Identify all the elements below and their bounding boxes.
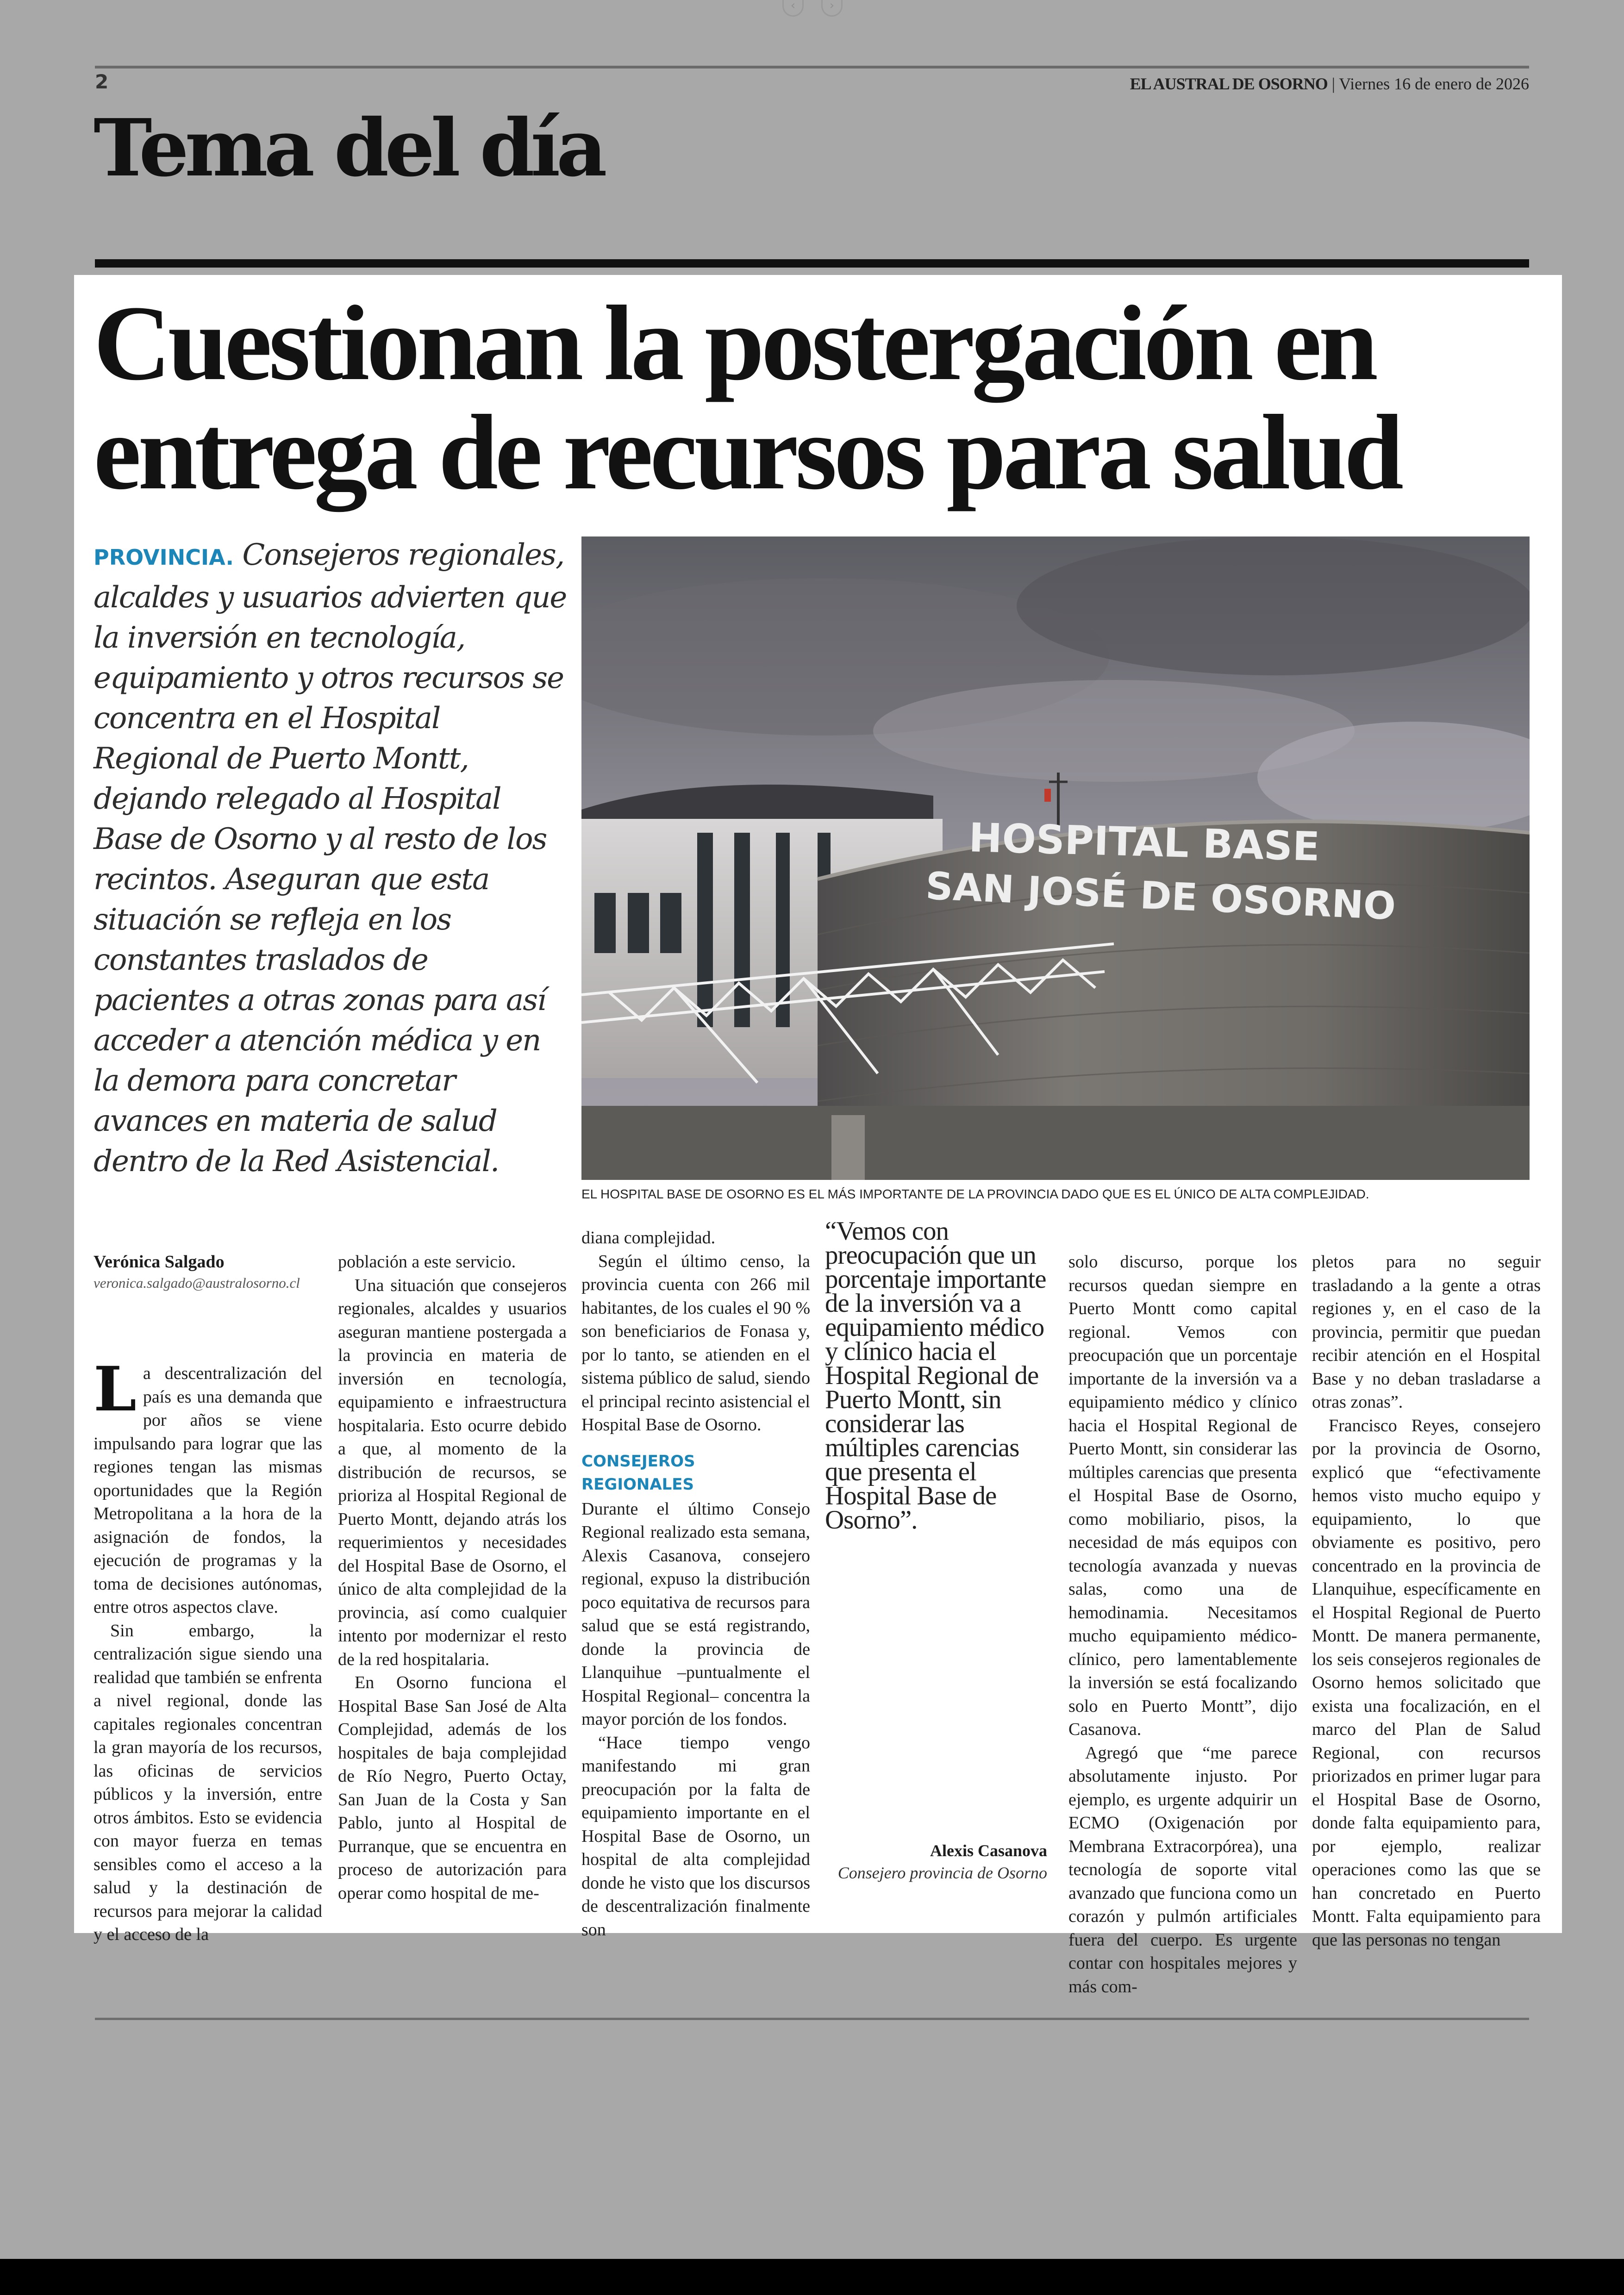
- paragraph: Según el último censo, la provincia cuenta con 266 mil habitantes, de los cuales el 90 % son beneficiarios de Fonasa y, por lo tanto, se atienden en el sistema público de salud, siendo el principal recinto asistencial el Hospital Base de Osorno.: [581, 1251, 810, 1434]
- section-rule: [95, 259, 1529, 268]
- headline-line: Cuestionan la postergación en: [94, 284, 1375, 403]
- paragraph-text: a descentralización del país es una demanda que por años se viene impulsando para lograr que las regiones tengan las mismas oportunidades que la Región Metropolitana a la hora de la asignación de fondos, la ejecución de programas y la toma de decisiones autónomas, entre otros aspectos clave.: [94, 1364, 322, 1617]
- article-column-2: [338, 1250, 567, 1905]
- pull-quote-author: Alexis Casanova: [930, 1841, 1047, 1860]
- hospital-photo-image: [581, 536, 1530, 1180]
- photo-sign-line2: SAN JOSÉ DE OSORNO: [924, 864, 1397, 929]
- article: [74, 275, 1562, 1996]
- article-column-5: [1068, 1250, 1297, 1998]
- subheading: CONSEJEROS REGIONALES: [581, 1452, 695, 1494]
- page-navigation: [782, 0, 843, 17]
- paragraph: Agregó que “me parece absolutamente injusto. Por ejemplo, es urgente adquirir un ECMO (Oxigenación por Membrana Extracorpórea), una tecnología de soporte vital avanzado que funciona como un corazón y pulmón artificiales fuera del cuerpo. Es urgente contar con hospitales mejores y más com-: [1068, 1743, 1297, 1996]
- section-title: Tema del día: [94, 102, 603, 194]
- photo-sign-line1: HOSPITAL BASE: [968, 815, 1321, 870]
- author-email[interactable]: veronica.salgado@australosorno.cl: [94, 1275, 300, 1291]
- paragraph: solo discurso, porque los recursos quedan siempre en Puerto Montt como capital regional. Vemos con preocupación que un porcentaje importante de la inversión va a equipamiento médico y clínico hacia el Hospital Regional de Puerto Montt, sin considerar las múltiples carencias que presenta el Hospital Base de Osorno, como mobiliario, pisos, la necesidad de más equipos con tecnología avanzada y nuevas salas, como una de hemodinamia. Necesitamos mucho equipamiento médico-clínico, pero lamentablemente la inversión se está focalizando solo en Puerto Montt”, dijo Casanova.: [1068, 1252, 1297, 1739]
- paragraph: Durante el último Consejo Regional realizado esta semana, Alexis Casanova, consejero regional, expuso la distribución poco equitativa de recursos para salud que se está registrando, donde la provincia de Llanquihue –puntualmente el Hospital Regional– concentra la mayor porción de los fondos.: [581, 1499, 810, 1729]
- masthead-separator: |: [1331, 75, 1335, 93]
- paragraph: Sin embargo, la centralización sigue siendo una realidad que también se enfrenta a nivel regional, donde las capitales regionales concentran la gran mayoría de los recursos, las oficinas de servicios públicos y la inversión, entre otros ámbitos. Esto se evidencia con mayor fuerza en temas sensibles como el acceso a la salud y la destinación de recursos para mejorar la calidad y el acceso de la: [94, 1621, 322, 1944]
- byline: [94, 1252, 322, 1291]
- pull-quote: “Vemos con preocupación que un porcentaje importante de la inversión va a equipamiento médico y clínico hacia el Hospital Regional de Puerto Montt, sin considerar las múltiples carencias que presenta el Hospital Base de Osorno”.: [825, 1216, 1046, 1534]
- next-page-icon[interactable]: ›: [821, 0, 843, 17]
- hospital-photo: [581, 536, 1530, 1180]
- bottom-bar: [0, 2259, 1624, 2295]
- top-rule: [95, 66, 1529, 69]
- page-number: 2: [95, 70, 109, 93]
- paragraph: pletos para no seguir trasladando a la gente a otras regiones y, en el caso de la provincia, permitir que puedan recibir atención en el Hospital Base y no deban trasladarse a otras zonas”.: [1312, 1252, 1541, 1412]
- photo-caption: EL HOSPITAL BASE DE OSORNO ES EL MÁS IMPORTANTE DE LA PROVINCIA DADO QUE ES EL ÚNICO DE ALTA COMPLEJIDAD.: [581, 1187, 1369, 1201]
- headline-line: entrega de recursos para salud: [94, 393, 1401, 512]
- article-column-1: [94, 1353, 322, 1946]
- masthead: [1130, 74, 1529, 94]
- paragraph: población a este servicio.: [338, 1252, 516, 1272]
- paragraph: [94, 1353, 322, 1619]
- lead-text: Consejeros regionales, alcaldes y usuarios advierten que la inversión en tecnología, equipamiento y otros recursos se concentra en el Hospital Regional de Puerto Montt, dejando relegado al Hospital Base de Osorno y al resto de los recintos. Aseguran que esta situación se refleja en los constantes traslados de pacientes a otras zonas para así acceder a atención médica y en la demora para concretar avances en materia de salud dentro de la Red Asistencial.: [94, 538, 567, 1179]
- bottom-rule: [95, 2018, 1529, 2020]
- pull-quote-attribution: [825, 1840, 1047, 1884]
- masthead-date: Viernes 16 de enero de 2026: [1339, 75, 1529, 93]
- author-name: Verónica Salgado: [94, 1252, 225, 1272]
- masthead-paper-name: EL AUSTRAL DE OSORNO: [1130, 75, 1328, 93]
- paragraph: En Osorno funciona el Hospital Base San José de Alta Complejidad, además de los hospitales de baja complejidad de Río Negro, Puerto Octay, San Juan de la Costa y San Pablo, junto al Hospital de Purranque, que se encuentra en proceso de autorización para operar como hospital de me-: [338, 1673, 567, 1903]
- paragraph: Francisco Reyes, consejero por la provincia de Osorno, explicó que “efectivamente hemos visto mucho equipo y equipamiento, lo que obviamente es positivo, pero concentrado en la provincia de Llanquihue, específicamente en el Hospital Regional de Puerto Montt. De manera permanente, los seis consejeros regionales de Osorno hemos solicitado que exista una focalización, en el marco del Plan de Salud Regional, con recursos priorizados en primer lugar para el Hospital Base de Osorno, donde falta equipamiento para, por ejemplo, realizar operaciones como las que se han concretado en Puerto Montt. Falta equipamiento para que las personas no tengan: [1312, 1416, 1541, 1950]
- previous-page-icon[interactable]: ‹: [782, 0, 804, 17]
- article-column-6: [1312, 1250, 1541, 1952]
- pull-quote-role: Consejero provincia de Osorno: [837, 1864, 1047, 1882]
- paragraph: “Hace tiempo vengo manifestando mi gran preocupación por la falta de equipamiento importante en el Hospital Base de Osorno, un hospital de alta complejidad donde he visto que los discursos de descentralización finalmente son: [581, 1733, 810, 1940]
- article-lead: [94, 535, 570, 1182]
- paragraph: Una situación que consejeros regionales, alcaldes y usuarios aseguran mantiene postergada a la provincia en materia de inversión en tecnología, equipamiento e infraestructura hospitalaria. Esto ocurre debido a que, al momento de la distribución de recursos, se prioriza al Hospital Regional de Puerto Montt, dejando atrás los requerimientos y necesidades del Hospital Base de Osorno, el único de alta complejidad de la provincia, así como cualquier intento por modernizar el resto de la red hospitalaria.: [338, 1275, 567, 1669]
- article-column-3: [581, 1226, 810, 1941]
- article-headline: [94, 284, 1529, 512]
- lead-tag: PROVINCIA.: [94, 545, 234, 570]
- paragraph: diana complejidad.: [581, 1228, 716, 1247]
- drop-cap: L: [94, 1353, 137, 1425]
